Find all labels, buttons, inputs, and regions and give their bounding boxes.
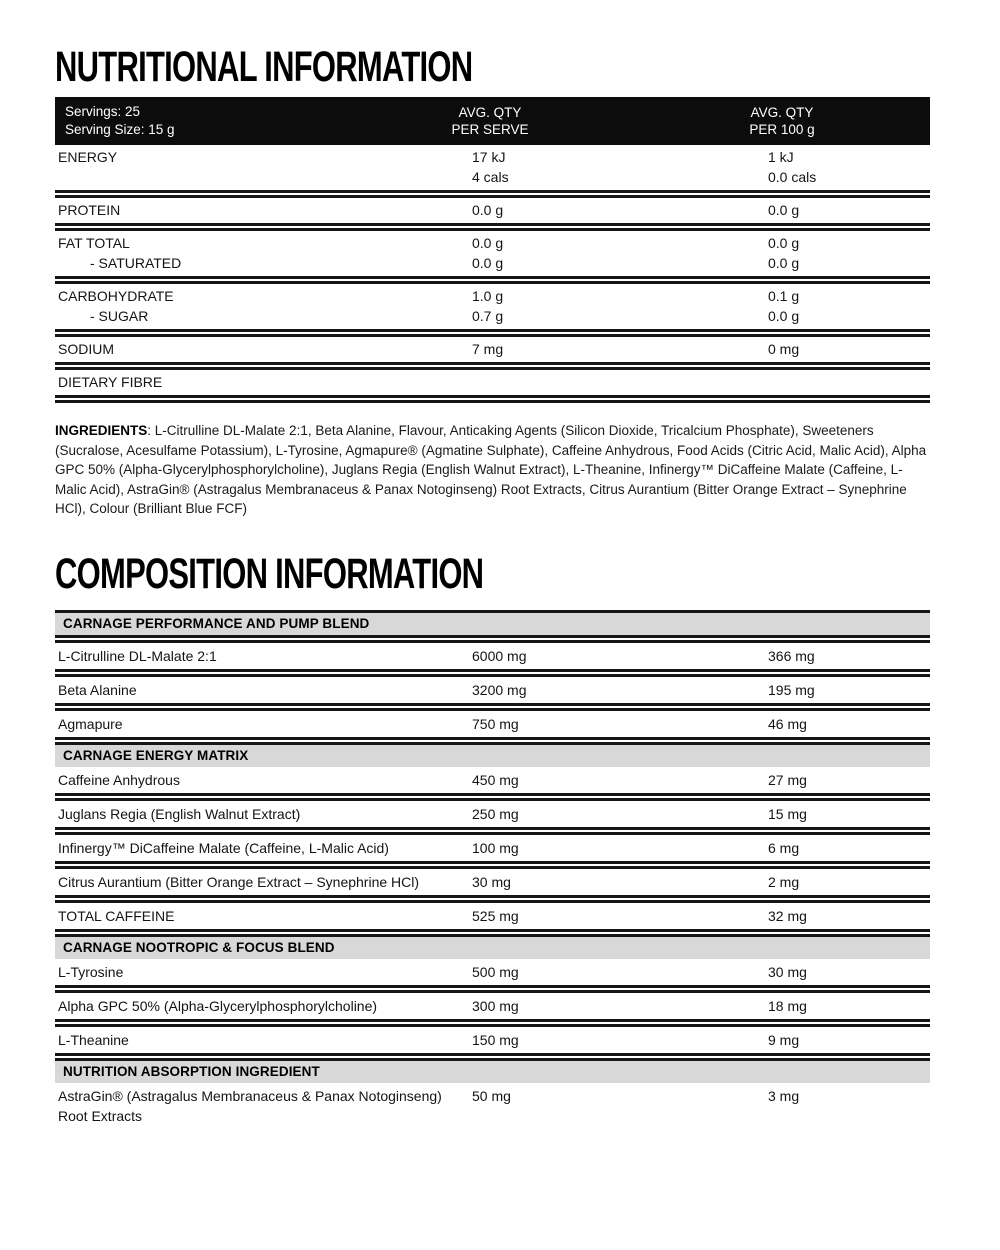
- amount-per-serve: 250 mg: [472, 805, 519, 822]
- ingredient-name: Juglans Regia (English Walnut Extract): [58, 805, 301, 822]
- row-separator: [55, 703, 930, 711]
- servings-count: Servings: 25: [65, 104, 141, 119]
- nutrition-row-group: [55, 284, 930, 329]
- ingredient-name: Alpha GPC 50% (Alpha-Glycerylphosphorylcholine): [58, 997, 378, 1014]
- amount-per-100g: 27 mg: [768, 771, 807, 788]
- ingredient-name: L-Citrulline DL-Malate 2:1: [58, 647, 217, 664]
- amount-per-100g: 18 mg: [768, 997, 807, 1014]
- row-separator: [55, 737, 930, 745]
- nutrition-row: [55, 200, 930, 220]
- row-separator: [55, 190, 930, 198]
- per-100g-line1: AVG. QTY: [750, 105, 814, 120]
- nutrition-row-group: [55, 231, 930, 276]
- value-per-100g: 0.0 cals: [768, 169, 817, 185]
- composition-row: [55, 677, 930, 703]
- value-per-serve: 1.0 g: [472, 288, 504, 304]
- amount-per-100g: 15 mg: [768, 805, 807, 822]
- composition-row: [55, 993, 930, 1019]
- row-separator: [55, 929, 930, 937]
- amount-per-100g: 366 mg: [768, 647, 815, 664]
- per-serve-line1: AVG. QTY: [458, 105, 522, 120]
- composition-row: [55, 801, 930, 827]
- column-header-per-100g: [672, 104, 892, 138]
- amount-per-serve: 750 mg: [472, 715, 519, 732]
- amount-per-serve: 500 mg: [472, 963, 519, 980]
- nutrient-name: ENERGY: [58, 149, 118, 165]
- ingredients-label: INGREDIENTS: [55, 423, 148, 438]
- amount-per-serve: 300 mg: [472, 997, 519, 1014]
- nutrition-row: [55, 253, 930, 273]
- row-separator: [55, 793, 930, 801]
- nutrition-row: [55, 306, 930, 326]
- value-per-100g: 1 kJ: [768, 149, 794, 165]
- value-per-serve: 17 kJ: [472, 149, 506, 165]
- nutrient-name: - SATURATED: [90, 255, 182, 271]
- column-header-per-serve: [380, 104, 600, 138]
- amount-per-100g: 195 mg: [768, 681, 815, 698]
- serving-size: Serving Size: 15 g: [65, 122, 175, 137]
- composition-row: [55, 711, 930, 737]
- nutrient-name: SODIUM: [58, 341, 114, 357]
- per-serve-line2: PER SERVE: [451, 122, 529, 137]
- ingredient-name: Infinergy™ DiCaffeine Malate (Caffeine, L-Malic Acid): [58, 839, 389, 856]
- value-per-serve: 7 mg: [472, 341, 504, 357]
- ingredient-name: L-Theanine: [58, 1031, 129, 1048]
- serving-info: [55, 103, 380, 139]
- value-per-100g: 0.0 g: [768, 255, 800, 271]
- nutrition-row-group: [55, 370, 930, 395]
- nutrient-name: - SUGAR: [90, 308, 149, 324]
- composition-row: [55, 767, 930, 793]
- row-separator: [55, 329, 930, 337]
- row-separator: [55, 395, 930, 403]
- composition-row: [55, 1083, 930, 1129]
- row-separator: [55, 669, 930, 677]
- nutrition-row: [55, 233, 930, 253]
- amount-per-serve: 150 mg: [472, 1031, 519, 1048]
- value-per-serve: 0.0 g: [472, 235, 504, 251]
- value-per-100g: 0.0 g: [768, 202, 800, 218]
- nutrient-name: DIETARY FIBRE: [58, 374, 163, 390]
- nutritional-information-title: NUTRITIONAL INFORMATION: [55, 43, 473, 91]
- nutrition-row: [55, 147, 930, 167]
- nutrient-name: FAT TOTAL: [58, 235, 130, 251]
- value-per-100g: 0.0 g: [768, 235, 800, 251]
- nutrient-name: [55, 167, 472, 187]
- section-header-band: NUTRITION ABSORPTION INGREDIENT: [55, 1061, 930, 1083]
- nutrition-row-group: [55, 145, 930, 190]
- value-per-serve: 0.0 g: [472, 202, 504, 218]
- ingredient-name: Beta Alanine: [58, 681, 137, 698]
- row-separator: [55, 895, 930, 903]
- row-separator: [55, 362, 930, 370]
- composition-table: [55, 610, 930, 1129]
- composition-row: [55, 643, 930, 669]
- amount-per-serve: 30 mg: [472, 873, 511, 890]
- amount-per-100g: 9 mg: [768, 1031, 800, 1048]
- amount-per-100g: 46 mg: [768, 715, 807, 732]
- value-per-serve: 4 cals: [472, 169, 509, 185]
- ingredient-name: Citrus Aurantium (Bitter Orange Extract – Synephrine HCl): [58, 873, 420, 890]
- value-per-serve: [472, 372, 768, 392]
- value-per-serve: 0.7 g: [472, 308, 504, 324]
- row-separator: [55, 827, 930, 835]
- section-header-band: CARNAGE ENERGY MATRIX: [55, 745, 930, 767]
- amount-per-serve: 50 mg: [472, 1087, 511, 1104]
- ingredient-name: Caffeine Anhydrous: [58, 771, 180, 788]
- amount-per-100g: 30 mg: [768, 963, 807, 980]
- amount-per-serve: 3200 mg: [472, 681, 527, 698]
- composition-row: [55, 959, 930, 985]
- ingredient-name: Agmapure: [58, 715, 123, 732]
- value-per-serve: 0.0 g: [472, 255, 504, 271]
- ingredient-name: TOTAL CAFFEINE: [58, 907, 175, 924]
- per-100g-line2: PER 100 g: [749, 122, 815, 137]
- value-per-100g: [768, 372, 930, 392]
- ingredient-name: AstraGin® (Astragalus Membranaceus & Panax Notoginseng) Root Extracts: [58, 1087, 442, 1124]
- value-per-100g: 0 mg: [768, 341, 800, 357]
- amount-per-100g: 3 mg: [768, 1087, 800, 1104]
- nutrient-name: CARBOHYDRATE: [58, 288, 174, 304]
- amount-per-serve: 100 mg: [472, 839, 519, 856]
- nutrition-table-body: [55, 145, 930, 403]
- amount-per-100g: 6 mg: [768, 839, 800, 856]
- nutrition-table-header-bar: [55, 97, 930, 145]
- ingredients-text: : L-Citrulline DL-Malate 2:1, Beta Alanine, Flavour, Anticaking Agents (Silicon Dioxide, Tricalcium Phosphate), Sweeteners (Sucralose, Acesulfame Potassium), L-Tyrosine, Agmapure® (Agmatine Sulphate), Caffeine Anhydrous, Food Acids (Citric Acid, Malic Acid), Alpha GPC 50% (Alpha-Glycerylphosphorylcholine), Juglans Regia (English Walnut Extract), L-Theanine, Infinergy™ DiCaffeine Malate (Caffeine, L-Malic Acid), AstraGin® (Astragalus Membranaceus & Panax Notoginseng) Root Extracts, Citrus Aurantium (Bitter Orange Extract – Synephrine HCl), Colour (Brilliant Blue FCF): [55, 423, 927, 516]
- amount-per-serve: 6000 mg: [472, 647, 527, 664]
- composition-row: [55, 835, 930, 861]
- nutrition-row: [55, 372, 930, 392]
- row-separator: [55, 1019, 930, 1027]
- nutrition-row-group: [55, 337, 930, 362]
- amount-per-serve: 450 mg: [472, 771, 519, 788]
- composition-row: [55, 869, 930, 895]
- amount-per-100g: 32 mg: [768, 907, 807, 924]
- nutrient-name: PROTEIN: [58, 202, 121, 218]
- section-header-band: CARNAGE PERFORMANCE AND PUMP BLEND: [55, 613, 930, 635]
- row-separator: [55, 635, 930, 643]
- section-header-band: CARNAGE NOOTROPIC & FOCUS BLEND: [55, 937, 930, 959]
- nutrition-row: [55, 167, 930, 187]
- amount-per-serve: 525 mg: [472, 907, 519, 924]
- composition-information-title: COMPOSITION INFORMATION: [55, 549, 484, 598]
- row-separator: [55, 985, 930, 993]
- ingredient-name: L-Tyrosine: [58, 963, 124, 980]
- value-per-100g: 0.1 g: [768, 288, 800, 304]
- composition-row: [55, 903, 930, 929]
- ingredients-paragraph: [55, 421, 930, 519]
- row-separator: [55, 1053, 930, 1061]
- composition-row: [55, 1027, 930, 1053]
- nutrition-row: [55, 339, 930, 359]
- amount-per-100g: 2 mg: [768, 873, 800, 890]
- nutrition-row-group: [55, 198, 930, 223]
- row-separator: [55, 276, 930, 284]
- row-separator: [55, 223, 930, 231]
- value-per-100g: 0.0 g: [768, 308, 800, 324]
- nutrition-row: [55, 286, 930, 306]
- row-separator: [55, 861, 930, 869]
